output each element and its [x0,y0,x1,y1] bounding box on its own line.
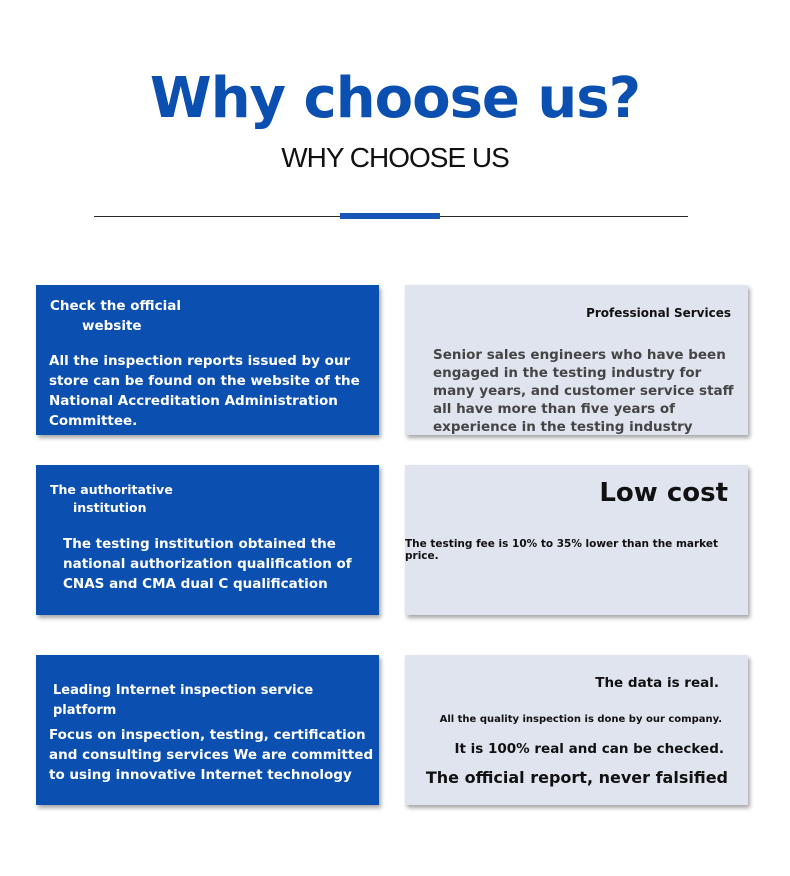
card-low-cost [405,465,748,615]
card-title: Professional Services [586,306,731,320]
card-body: Senior sales engineers who have been engaged in the testing industry for many years, and customer service staff all have more than five years of experience in the testing industry [433,347,734,435]
title-divider-accent [340,213,440,219]
card-body: Focus on inspection, testing, certification and consulting services We are committed to using innovative Internet technology [49,727,374,783]
card-title: Leading Internet inspection service platform [53,683,314,718]
page-subtitle: WHY CHOOSE US [281,142,509,173]
card-title-line2: website [82,318,142,334]
card-official-website [36,285,379,435]
page-title: Why choose us? [149,66,641,131]
card-body: The testing institution obtained the national authorization qualification of CNAS and CMA dual C qualification [63,536,352,592]
card-line-1: The data is real. [595,675,719,691]
card-body: All the inspection reports issued by our store can be found on the website of the National Accreditation Administration Committee. [49,353,360,429]
card-line-3: It is 100% real and can be checked. [454,741,724,757]
card-body: The testing fee is 10% to 35% lower than the market price. [405,538,719,562]
card-title-line1: Check the official [50,298,181,314]
card-internet-platform [36,655,379,805]
card-line-4: The official report, never falsified [425,768,728,787]
card-line-2: All the quality inspection is done by our company. [439,714,722,725]
card-title: Low cost [599,478,728,508]
card-authoritative-institution [36,465,379,615]
card-professional-services [405,285,748,435]
card-title-line2: institution [73,500,147,515]
card-title-line1: The authoritative [50,482,173,497]
card-real-data [405,655,748,805]
